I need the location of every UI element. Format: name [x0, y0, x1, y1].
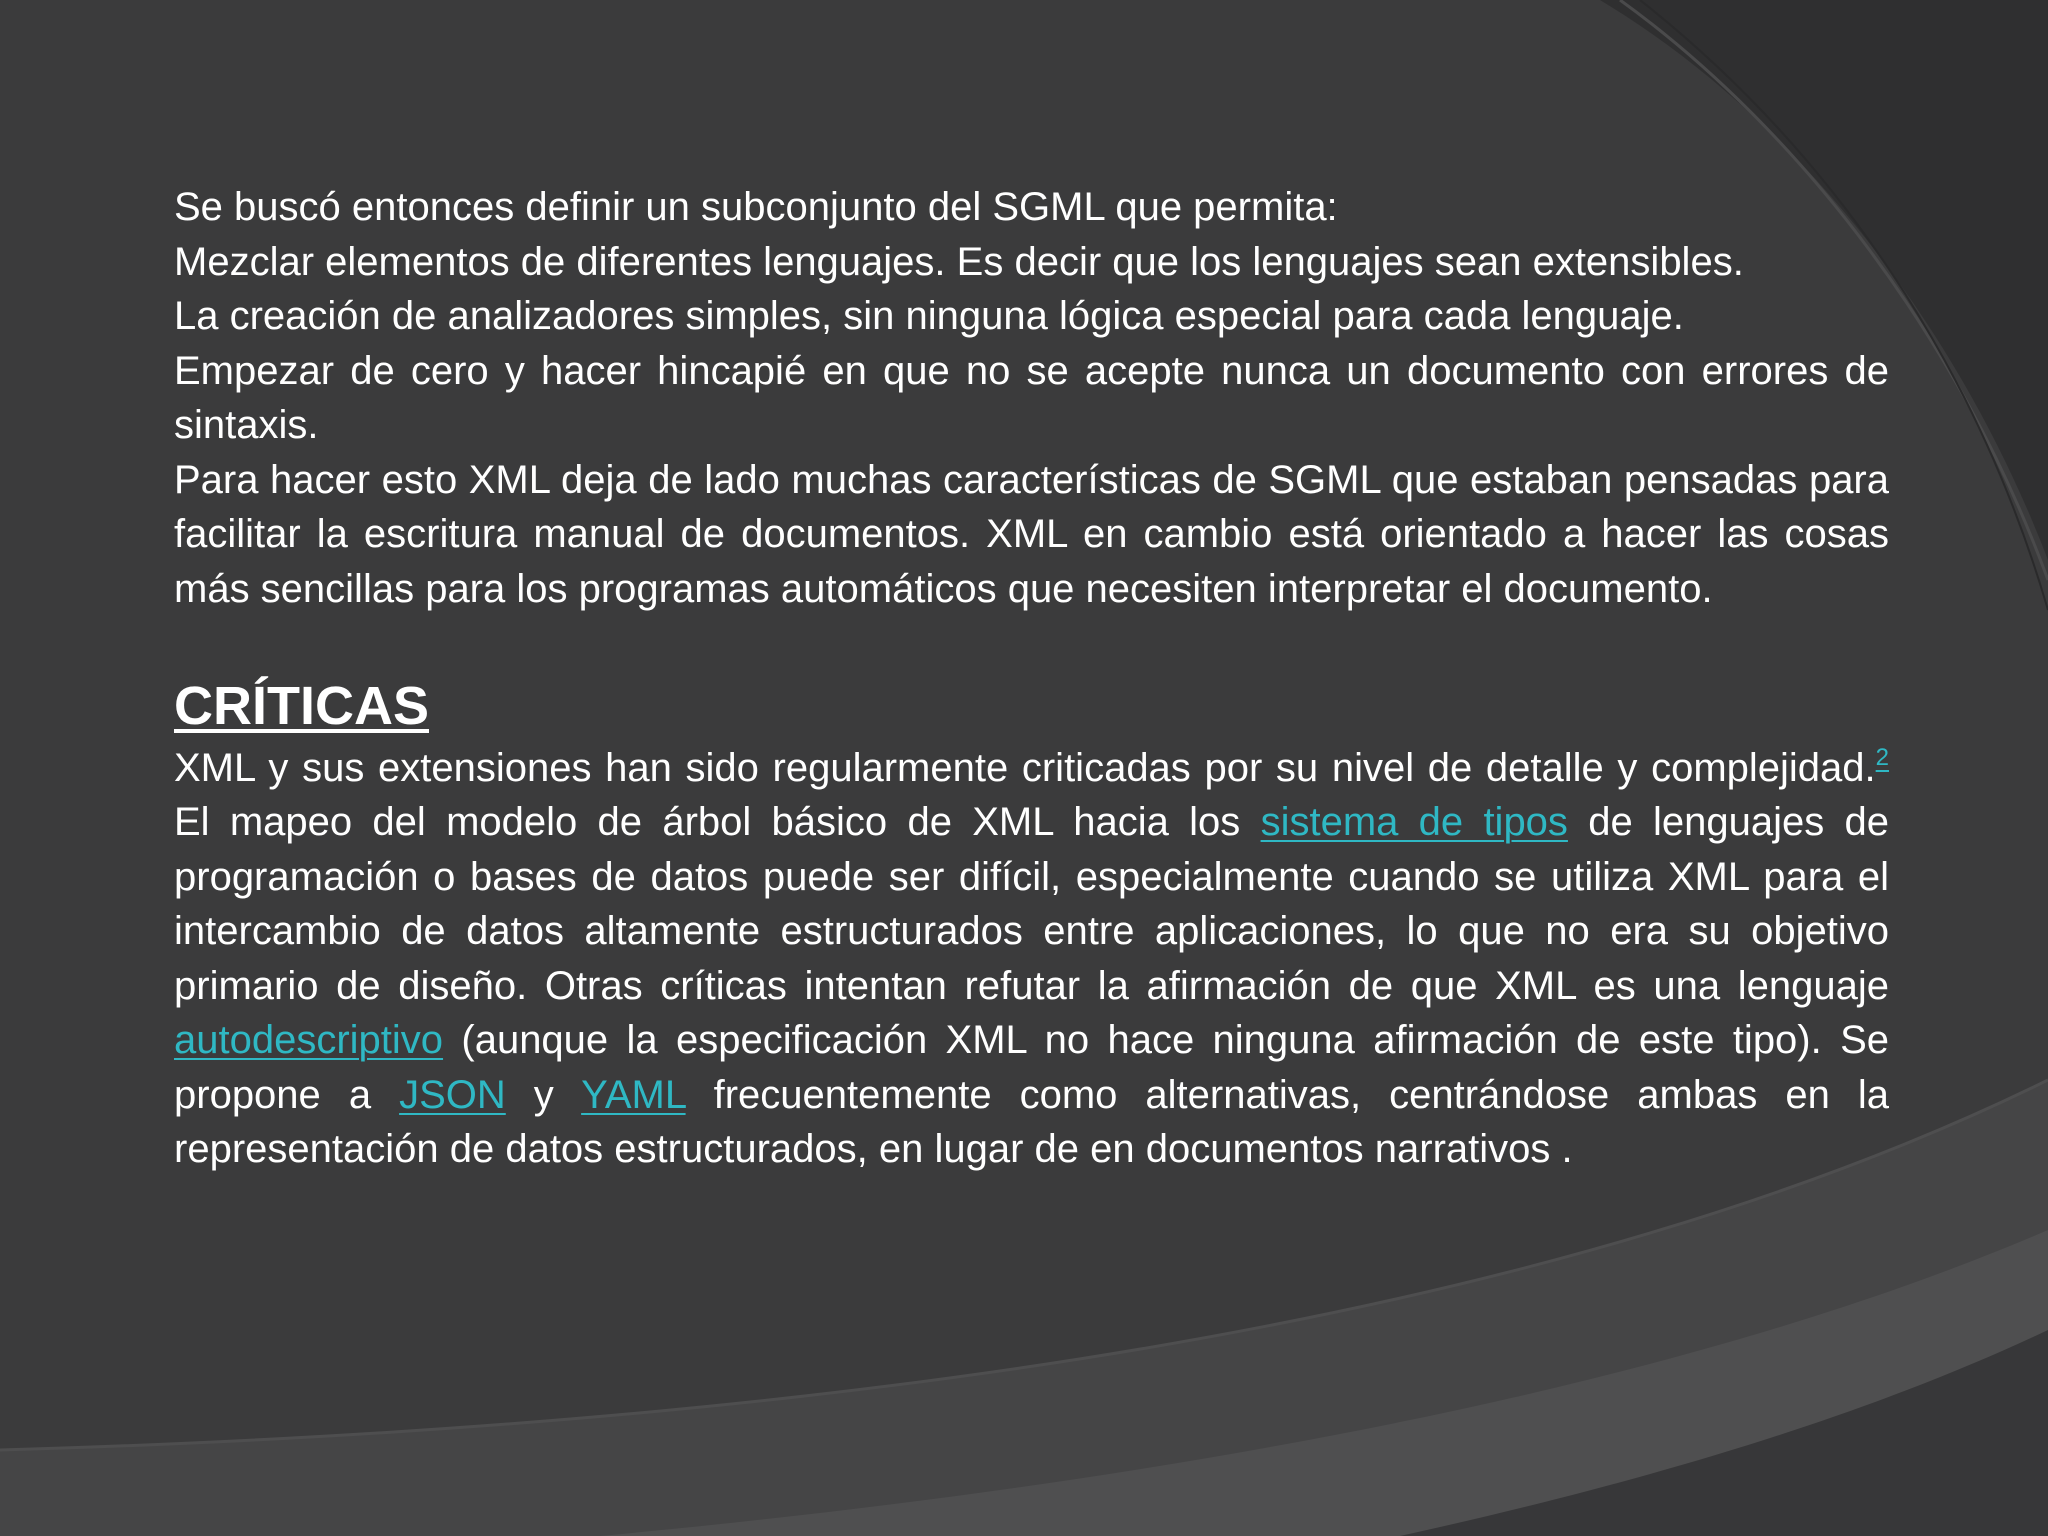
criticas-text-6: frecuentemente como alternativas, centrándose ambas en la representación de datos estructurados, en lugar de en documentos narrativos .: [174, 1072, 1889, 1171]
paragraph-para-hacer-esto: Para hacer esto XML deja de lado muchas características de SGML que estaban pensadas para facilitar la escritura manual de documentos. XML en cambio está orientado a hacer las cosas más sencillas para los programas automáticos que necesiten interpretar el documento.: [174, 457, 1889, 611]
link-json[interactable]: JSON: [399, 1072, 506, 1117]
criticas-text-5: y: [505, 1072, 582, 1117]
spacer: [174, 616, 1889, 671]
link-yaml[interactable]: YAML: [581, 1072, 686, 1117]
goal-analizadores: La creación de analizadores simples, sin ninguna lógica especial para cada lenguaje.: [174, 294, 1684, 338]
criticas-text-4: (aunque la especificación XML no hace ninguna afirmación de este tipo). Se propone a: [174, 1018, 1889, 1117]
slide-content: [174, 180, 1889, 1177]
criticas-paragraph: [174, 741, 1889, 1177]
criticas-text-1: XML y sus extensiones han sido regularmente criticadas por su nivel de detalle y complejidad.: [174, 745, 1876, 790]
section-heading-criticas: CRÍTICAS: [174, 675, 429, 736]
criticas-text-2: El mapeo del modelo de árbol básico de XML hacia los: [174, 800, 1261, 844]
footnote-link[interactable]: 2: [1875, 743, 1889, 771]
link-sistema-de-tipos[interactable]: sistema de tipos: [1260, 800, 1568, 844]
goal-empezar-de-cero: Empezar de cero y hacer hincapié en que no se acepte nunca un documento con errores de sintaxis.: [174, 348, 1889, 447]
criticas-text-3: de lenguajes de programación o bases de datos puede ser difícil, especialmente cuando se utiliza XML para el intercambio de datos altamente estructurados entre aplicaciones, lo que no era su objetivo primario de diseño. Otras críticas intentan refutar la afirmación de que XML es una lenguaje: [174, 800, 1890, 1008]
intro-line: Se buscó entonces definir un subconjunto del SGML que permita:: [174, 185, 1338, 229]
goal-mezclar: Mezclar elementos de diferentes lenguajes. Es decir que los lenguajes sean extensibles.: [174, 239, 1744, 284]
link-autodescriptivo[interactable]: autodescriptivo: [174, 1018, 444, 1062]
